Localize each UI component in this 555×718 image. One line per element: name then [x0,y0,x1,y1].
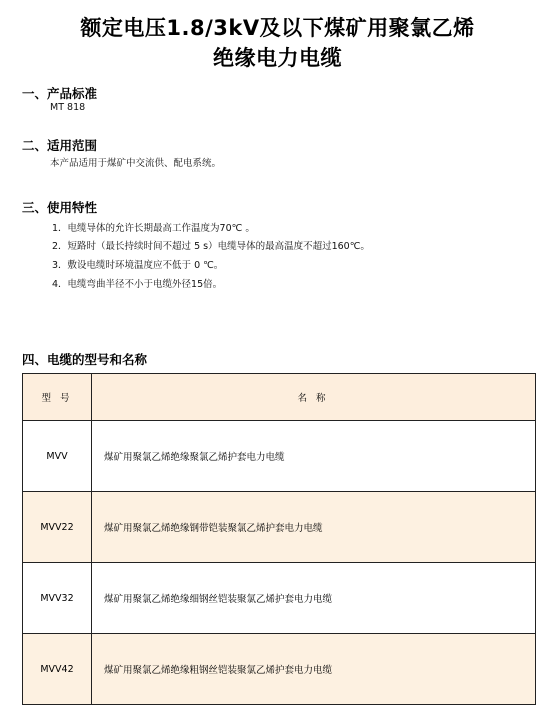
section-heading-scope: 二、适用范围 [22,138,98,153]
section-heading-models: 四、电缆的型号和名称 [22,352,148,367]
property-item: 3．敷设电缆时环境温度应不低于 0 ℃。 [52,260,224,271]
model-cell: MVV32 [23,563,92,634]
property-item: 2．短路时（最长持续时间不超过 5 s）电缆导体的最高温度不超过160℃。 [52,241,370,252]
table-row [23,421,536,492]
document-title-line-1: 额定电压1.8/3kV及以下煤矿用聚氯乙烯 [80,16,475,40]
column-header-name: 名 称 [92,374,536,421]
table-row [23,492,536,563]
standard-number: MT 818 [50,102,86,113]
cable-model-table [22,373,536,705]
section-heading-properties: 三、使用特性 [22,200,98,215]
section-heading-standard: 一、产品标准 [22,86,98,101]
table-header-row [23,374,536,421]
name-cell: 煤矿用聚氯乙烯绝缘细钢丝铠装聚氯乙烯护套电力电缆 [92,563,536,634]
scope-text: 本产品适用于煤矿中交流供、配电系统。 [50,158,222,169]
name-cell: 煤矿用聚氯乙烯绝缘钢带铠装聚氯乙烯护套电力电缆 [92,492,536,563]
document-title-line-2: 绝缘电力电缆 [213,46,342,70]
model-cell: MVV [23,421,92,492]
name-cell: 煤矿用聚氯乙烯绝缘聚氯乙烯护套电力电缆 [92,421,536,492]
model-cell: MVV22 [23,492,92,563]
property-item: 4．电缆弯曲半径不小于电缆外径15倍。 [52,279,223,290]
column-header-model: 型 号 [23,374,92,421]
model-cell: MVV42 [23,634,92,705]
property-item: 1．电缆导体的允许长期最高工作温度为70℃ 。 [52,223,255,234]
table-row [23,634,536,705]
name-cell: 煤矿用聚氯乙烯绝缘粗钢丝铠装聚氯乙烯护套电力电缆 [92,634,536,705]
table-row [23,563,536,634]
